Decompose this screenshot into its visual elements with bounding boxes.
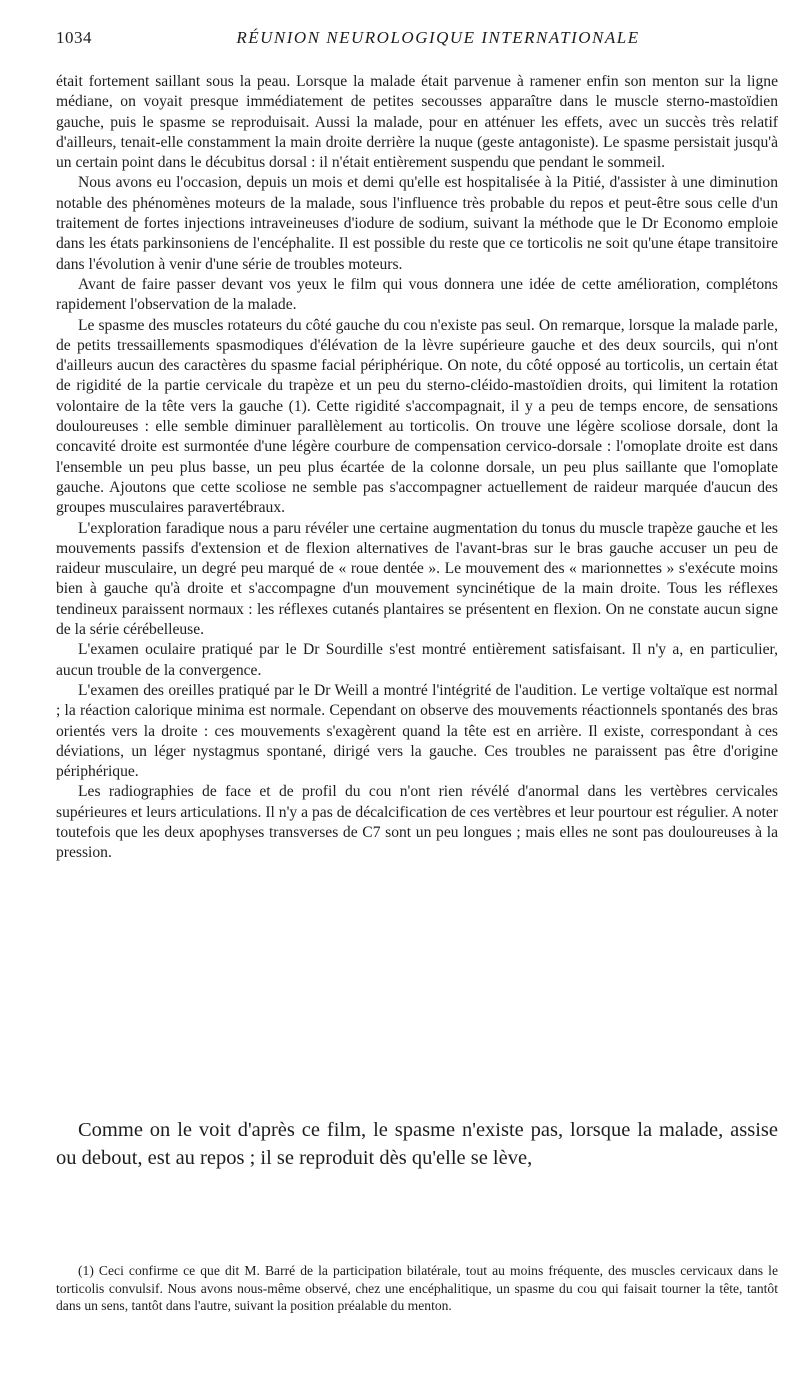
paragraph: était fortement saillant sous la peau. Lorsque la malade était parvenue à ramener enfin son menton sur la ligne médiane, on voyait presque immédiatement de petites secousses apparaître dans le muscle sterno-mastoïdien gauche, puis le spasme se reproduisait. Aussi la malade, pour en atténuer les effets, avec un succès très relatif d'ailleurs, tenait-elle constamment la main droite derrière la nuque (geste antagoniste). Le spasme persistait jusqu'à un certain point dans le décubitus dorsal : il n'était entièrement suspendu que pendant le sommeil. [56,73,778,172]
paragraph-large: Comme on le voit d'après ce film, le spasme n'existe pas, lorsque la malade, assise ou debout, est au repos ; il se reproduit dès qu'elle se lève, [56,1119,778,1169]
footnote-text: (1) Ceci confirme ce que dit M. Barré de la participation bilatérale, tout au moins fréquente, des muscles cervicaux dans le torticolis convulsif. Nous avons nous-même observé, chez une encéphalitique, un spasme du cou qui faisait tourner la tête, tantôt dans un sens, tantôt dans l'autre, suivant la position préalable du menton. [56,1263,778,1313]
paragraph: L'examen des oreilles pratiqué par le Dr Weill a montré l'intégrité de l'audition. Le vertige voltaïque est normal ; la réaction calorique minima est normale. Cependant on observe des mouvements réactionnels spontanés des bras orientés vers la droite : ces mouvements s'exagèrent quand la tête est en arrière. Il existe, correspondant à ces déviations, un léger nystagmus spontané, dirigé vers la gauche. Ces troubles ne paraissent pas être d'origine périphérique. [56,681,778,781]
page-number: 1034 [56,28,92,47]
paragraph: Les radiographies de face et de profil du cou n'ont rien révélé d'anormal dans les vertèbres cervicales supérieures et leurs articulations. Il n'y a pas de décalcification de ces vertèbres et leur pourtour est régulier. A noter toutefois que les deux apophyses transverses de C7 sont un peu longues ; mais elles ne sont pas douloureuses à la pression. [56,783,778,862]
page-header [56,28,740,52]
footnote [56,1262,778,1315]
paragraph: Nous avons eu l'occasion, depuis un mois et demi qu'elle est hospitalisée à la Pitié, d'assister à une diminution notable des phénomènes moteurs de la malade, sous l'influence très probable du repos et peut-être sous celle d'un traitement de fortes injections intraveineuses d'iodure de sodium, suivant la méthode que le Dr Economo emploie dans les états parkinsoniens de l'encéphalite. Il est possible du reste que ce torticolis ne soit qu'une étape transitoire dans l'évolution à venir d'une série de troubles moteurs. [56,174,778,273]
paragraph: Avant de faire passer devant vos yeux le film qui vous donnera une idée de cette amélioration, complétons rapidement l'observation de la malade. [56,275,778,314]
large-print-section [56,1116,778,1172]
running-head: RÉUNION NEUROLOGIQUE INTERNATIONALE [236,28,640,47]
paragraph: L'exploration faradique nous a paru révéler une certaine augmentation du tonus du muscle trapèze gauche et les mouvements passifs d'extension et de flexion alternatives de l'avant-bras sur le bras gauche accuser un peu de raideur musculaire, un degré peu marqué de « roue dentée ». Le mouvement des « marionnettes » s'exécute moins bien à gauche qu'à droite et s'accompagne d'un mouvement syncinétique de la main droite. Tous les réflexes tendineux paraissent normaux : les réflexes cutanés plantaires se présentent en flexion. On ne constate aucun signe de la série cérébelleuse. [56,519,778,639]
body-text [56,72,778,864]
paragraph: L'examen oculaire pratiqué par le Dr Sourdille s'est montré entièrement satisfaisant. Il n'y a, en particulier, aucun trouble de la convergence. [56,641,778,679]
paragraph: Le spasme des muscles rotateurs du côté gauche du cou n'existe pas seul. On remarque, lorsque la malade parle, de petits tressaillements spasmodiques d'élévation de la lèvre supérieure gauche et des deux sourcils, qui n'ont d'ailleurs aucun des caractères du spasme facial périphérique. On note, du côté opposé au torticolis, un certain état de rigidité de la partie cervicale du trapèze et un peu du sterno-cléido-mastoïdien droits, qui limitent la rotation volontaire de la tête vers la gauche (1). Cette rigidité s'accompagnait, il y a peu de temps encore, de sensations douloureuses : elle semble diminuer parallèlement au torticolis. On trouve une légère scoliose dorsale, dont la concavité droite est surmontée d'une légère courbure de compensation cervico-dorsale : l'omoplate droite est dans l'ensemble un peu plus basse, un peu plus écartée de la colonne dorsale, un peu plus saillante que l'omoplate gauche. Ajoutons que cette scoliose ne semble pas s'accompagner actuellement de raideur marquée d'aucun des groupes musculaires paravertébraux. [56,316,778,517]
